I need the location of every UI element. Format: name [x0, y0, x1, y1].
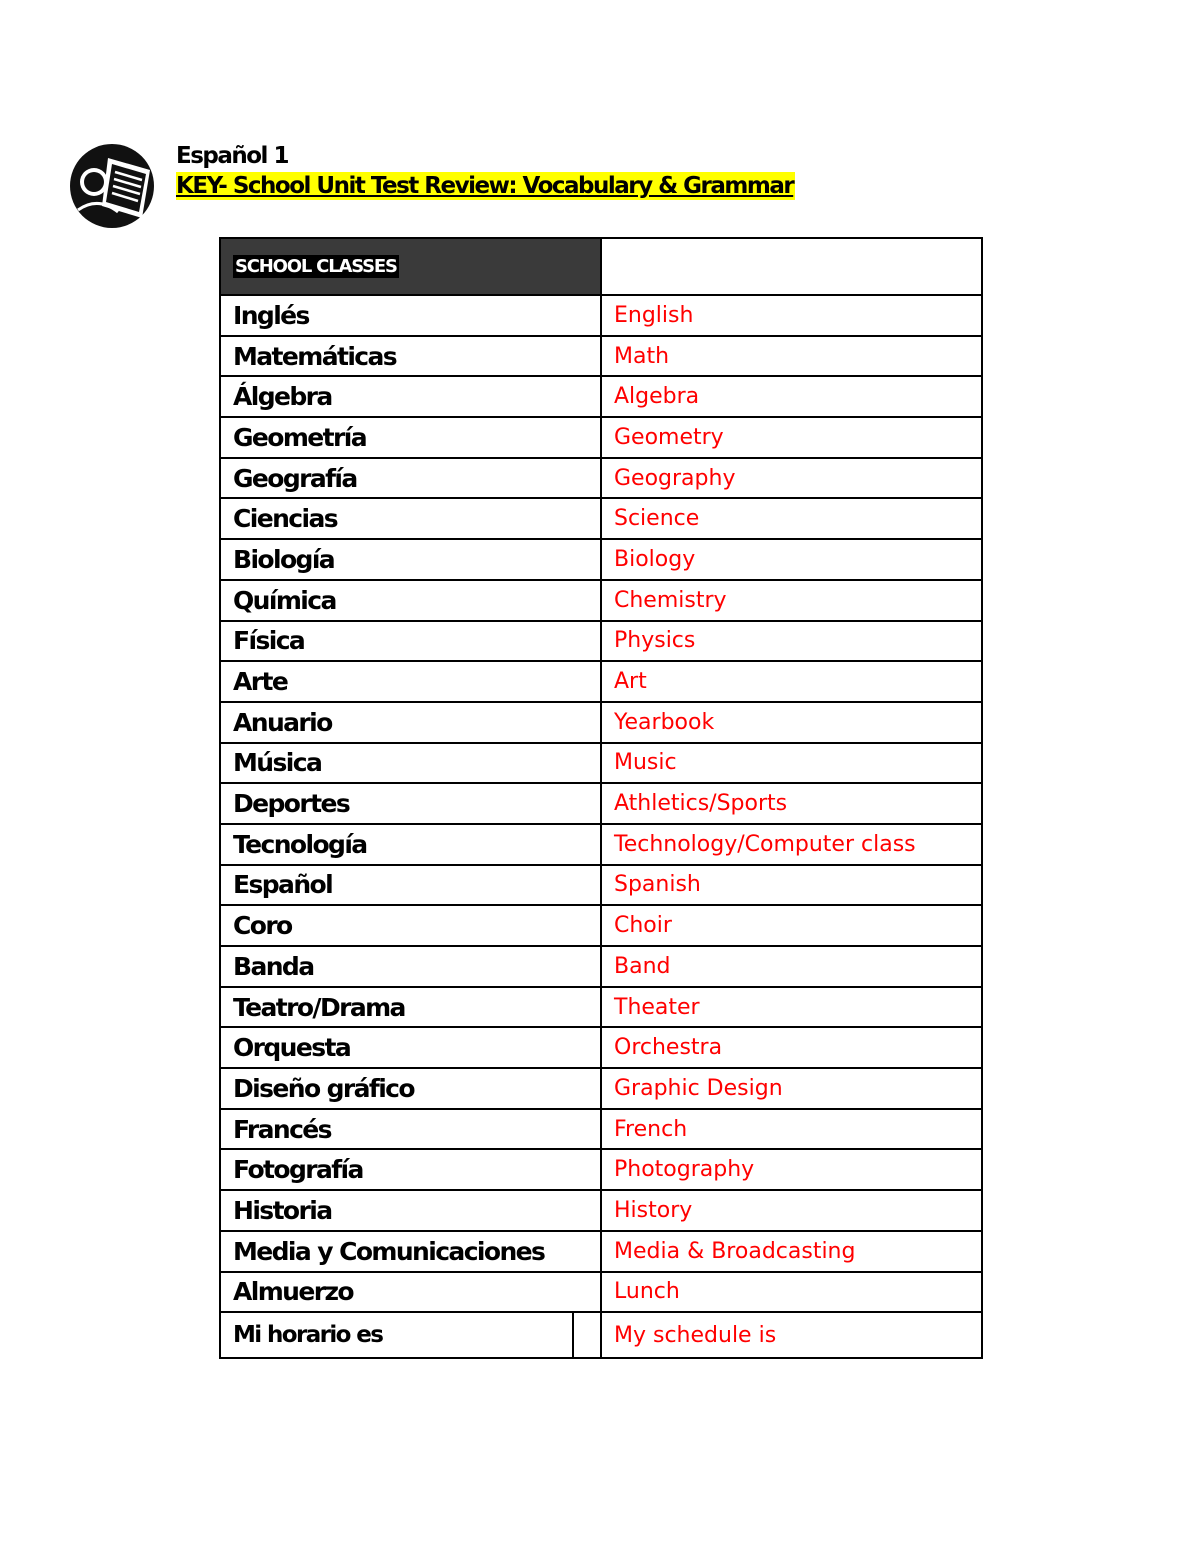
english-translation: Science: [601, 498, 982, 539]
document-subtitle: KEY- School Unit Test Review: Vocabulary & Grammar: [176, 173, 794, 199]
table-row: [220, 824, 982, 865]
spanish-term: Fotografía: [220, 1149, 601, 1190]
table-row: [220, 1272, 982, 1313]
english-translation: Graphic Design: [601, 1068, 982, 1109]
vocabulary-table: [219, 237, 983, 1359]
spanish-term: Deportes: [220, 783, 601, 824]
header-cell-english: [601, 238, 982, 295]
spanish-term: Física: [220, 621, 601, 662]
spanish-term: Álgebra: [220, 376, 601, 417]
english-translation: Art: [601, 661, 982, 702]
spanish-term: Media y Comunicaciones: [220, 1231, 601, 1272]
english-translation: Geometry: [601, 417, 982, 458]
english-translation: Band: [601, 946, 982, 987]
spanish-term: Historia: [220, 1190, 601, 1231]
table-row: [220, 702, 982, 743]
spanish-term: Música: [220, 743, 601, 784]
table-row: [220, 417, 982, 458]
english-translation: History: [601, 1190, 982, 1231]
english-translation: Algebra: [601, 376, 982, 417]
spanish-term: Matemáticas: [220, 336, 601, 377]
blank-cell: [572, 1313, 600, 1357]
english-translation: Lunch: [601, 1272, 982, 1313]
spanish-term: Coro: [220, 905, 601, 946]
spanish-term: Geografía: [220, 458, 601, 499]
spanish-term: Banda: [220, 946, 601, 987]
english-translation: Spanish: [601, 865, 982, 906]
spanish-term: Diseño gráfico: [220, 1068, 601, 1109]
english-translation: Choir: [601, 905, 982, 946]
spanish-term: Tecnología: [220, 824, 601, 865]
spanish-term: Español: [220, 865, 601, 906]
spanish-term: Francés: [220, 1109, 601, 1150]
table-row: [220, 905, 982, 946]
table-row: [220, 336, 982, 377]
english-translation: French: [601, 1109, 982, 1150]
english-translation: My schedule is: [601, 1312, 982, 1358]
table-row: [220, 295, 982, 336]
spanish-term: Ciencias: [220, 498, 601, 539]
table-row: [220, 1312, 982, 1358]
table-row: [220, 743, 982, 784]
english-translation: Yearbook: [601, 702, 982, 743]
english-translation: Orchestra: [601, 1027, 982, 1068]
spanish-term: Geometría: [220, 417, 601, 458]
table-row: [220, 661, 982, 702]
spanish-term-split: [233, 1313, 600, 1357]
table-row: [220, 946, 982, 987]
header-cell-spanish: [220, 238, 601, 295]
table-row: [220, 783, 982, 824]
english-translation: Technology/Computer class: [601, 824, 982, 865]
spanish-term: Biología: [220, 539, 601, 580]
spanish-term: [220, 1312, 601, 1358]
table-row: [220, 498, 982, 539]
english-translation: Media & Broadcasting: [601, 1231, 982, 1272]
table-row: [220, 1068, 982, 1109]
spanish-term: Inglés: [220, 295, 601, 336]
header-label: SCHOOL CLASSES: [235, 256, 397, 277]
table-row: [220, 865, 982, 906]
spanish-term-text: Mi horario es: [233, 1322, 383, 1349]
english-translation: Geography: [601, 458, 982, 499]
course-title: Español 1: [176, 143, 288, 169]
english-translation: Theater: [601, 987, 982, 1028]
table-row: [220, 580, 982, 621]
student-studying-icon: [68, 140, 162, 230]
table-row: [220, 621, 982, 662]
english-translation: Chemistry: [601, 580, 982, 621]
table-row: [220, 1149, 982, 1190]
english-translation: Math: [601, 336, 982, 377]
spanish-term: Química: [220, 580, 601, 621]
english-translation: Biology: [601, 539, 982, 580]
english-translation: Physics: [601, 621, 982, 662]
spanish-term: Teatro/Drama: [220, 987, 601, 1028]
table-row: [220, 987, 982, 1028]
table-row: [220, 376, 982, 417]
table-row: [220, 1190, 982, 1231]
table-row: [220, 1109, 982, 1150]
english-translation: English: [601, 295, 982, 336]
document-header: [176, 142, 795, 200]
english-translation: Music: [601, 743, 982, 784]
table-row: [220, 1027, 982, 1068]
english-translation: Athletics/Sports: [601, 783, 982, 824]
table-header-row: [220, 238, 982, 295]
spanish-term: Arte: [220, 661, 601, 702]
spanish-term: Anuario: [220, 702, 601, 743]
spanish-term: Orquesta: [220, 1027, 601, 1068]
table-row: [220, 458, 982, 499]
table-row: [220, 1231, 982, 1272]
table-row: [220, 539, 982, 580]
spanish-term: Almuerzo: [220, 1272, 601, 1313]
english-translation: Photography: [601, 1149, 982, 1190]
